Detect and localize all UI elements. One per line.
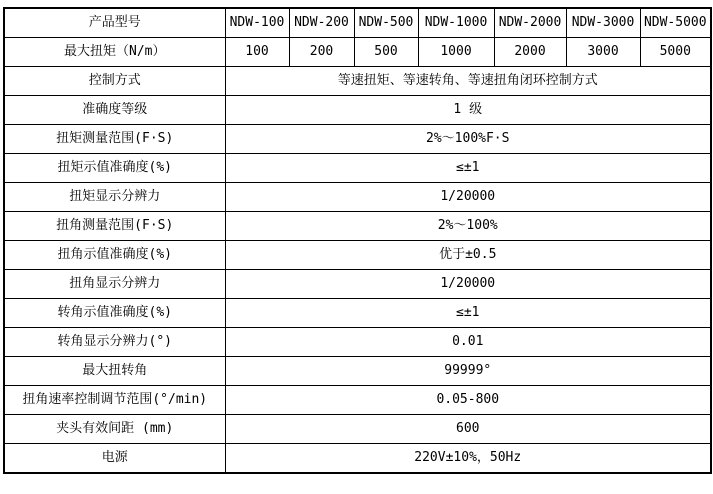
row-label-twist-range: 扭角测量范围(F·S): [4, 212, 225, 241]
table-row-control-mode: [4, 67, 711, 96]
spec-value-cell: 1/20000: [225, 183, 711, 212]
table-row-rotation-accuracy: [4, 299, 711, 328]
spec-value-cell: 2%～100%F·S: [225, 125, 711, 154]
torque-value-cell: 1000: [418, 38, 494, 67]
model-cell: NDW-200: [289, 8, 354, 38]
row-label-rotation-resolution: 转角显示分辨力(°): [4, 328, 225, 357]
table-row-max-torque: [4, 38, 711, 67]
spec-value-cell: 220V±10%，50Hz: [225, 444, 711, 474]
table-row-torque-resolution: [4, 183, 711, 212]
row-label-accuracy-class: 准确度等级: [4, 96, 225, 125]
table-row-accuracy-class: [4, 96, 711, 125]
table-row-rotation-resolution: [4, 328, 711, 357]
table-row-speed-range: [4, 386, 711, 415]
spec-value-cell: 1/20000: [225, 270, 711, 299]
row-label-max-torque: 最大扭矩（N/m）: [4, 38, 225, 67]
spec-value-cell: 600: [225, 415, 711, 444]
table-row-chuck-spacing: [4, 415, 711, 444]
table-row-twist-range: [4, 212, 711, 241]
table-row-torque-accuracy: [4, 154, 711, 183]
table-row-max-twist-angle: [4, 357, 711, 386]
row-label-rotation-accuracy: 转角示值准确度(%): [4, 299, 225, 328]
row-label-torque-range: 扭矩测量范围(F·S): [4, 125, 225, 154]
spec-value-cell: ≤±1: [225, 154, 711, 183]
table-row-product-model: [4, 8, 711, 38]
model-cell: NDW-100: [225, 8, 289, 38]
torque-value-cell: 5000: [640, 38, 711, 67]
table-row-twist-accuracy: [4, 241, 711, 270]
table-row-torque-range: [4, 125, 711, 154]
model-cell: NDW-5000: [640, 8, 711, 38]
row-label-twist-accuracy: 扭角示值准确度(%): [4, 241, 225, 270]
model-cell: NDW-3000: [566, 8, 640, 38]
torque-value-cell: 3000: [566, 38, 640, 67]
row-label-chuck-spacing: 夹头有效间距 (mm): [4, 415, 225, 444]
spec-value-cell: 99999°: [225, 357, 711, 386]
spec-value-cell: 2%～100%: [225, 212, 711, 241]
table-row-power-supply: [4, 444, 711, 474]
row-label-speed-range: 扭角速率控制调节范围(°/min): [4, 386, 225, 415]
model-cell: NDW-1000: [418, 8, 494, 38]
model-cell: NDW-500: [354, 8, 418, 38]
spec-value-cell: 1 级: [225, 96, 711, 125]
torque-value-cell: 100: [225, 38, 289, 67]
row-label-torque-resolution: 扭矩显示分辨力: [4, 183, 225, 212]
torque-value-cell: 2000: [494, 38, 566, 67]
row-label-max-twist-angle: 最大扭转角: [4, 357, 225, 386]
torque-value-cell: 200: [289, 38, 354, 67]
row-label-product-model: 产品型号: [4, 8, 225, 38]
spec-value-cell: 优于±0.5: [225, 241, 711, 270]
row-label-power-supply: 电源: [4, 444, 225, 474]
product-spec-table: [3, 7, 712, 474]
row-label-torque-accuracy: 扭矩示值准确度(%): [4, 154, 225, 183]
torque-value-cell: 500: [354, 38, 418, 67]
spec-value-cell: 等速扭矩、等速转角、等速扭角闭环控制方式: [225, 67, 711, 96]
table-row-twist-resolution: [4, 270, 711, 299]
spec-value-cell: 0.01: [225, 328, 711, 357]
spec-value-cell: ≤±1: [225, 299, 711, 328]
row-label-control-mode: 控制方式: [4, 67, 225, 96]
model-cell: NDW-2000: [494, 8, 566, 38]
row-label-twist-resolution: 扭角显示分辨力: [4, 270, 225, 299]
spec-value-cell: 0.05-800: [225, 386, 711, 415]
